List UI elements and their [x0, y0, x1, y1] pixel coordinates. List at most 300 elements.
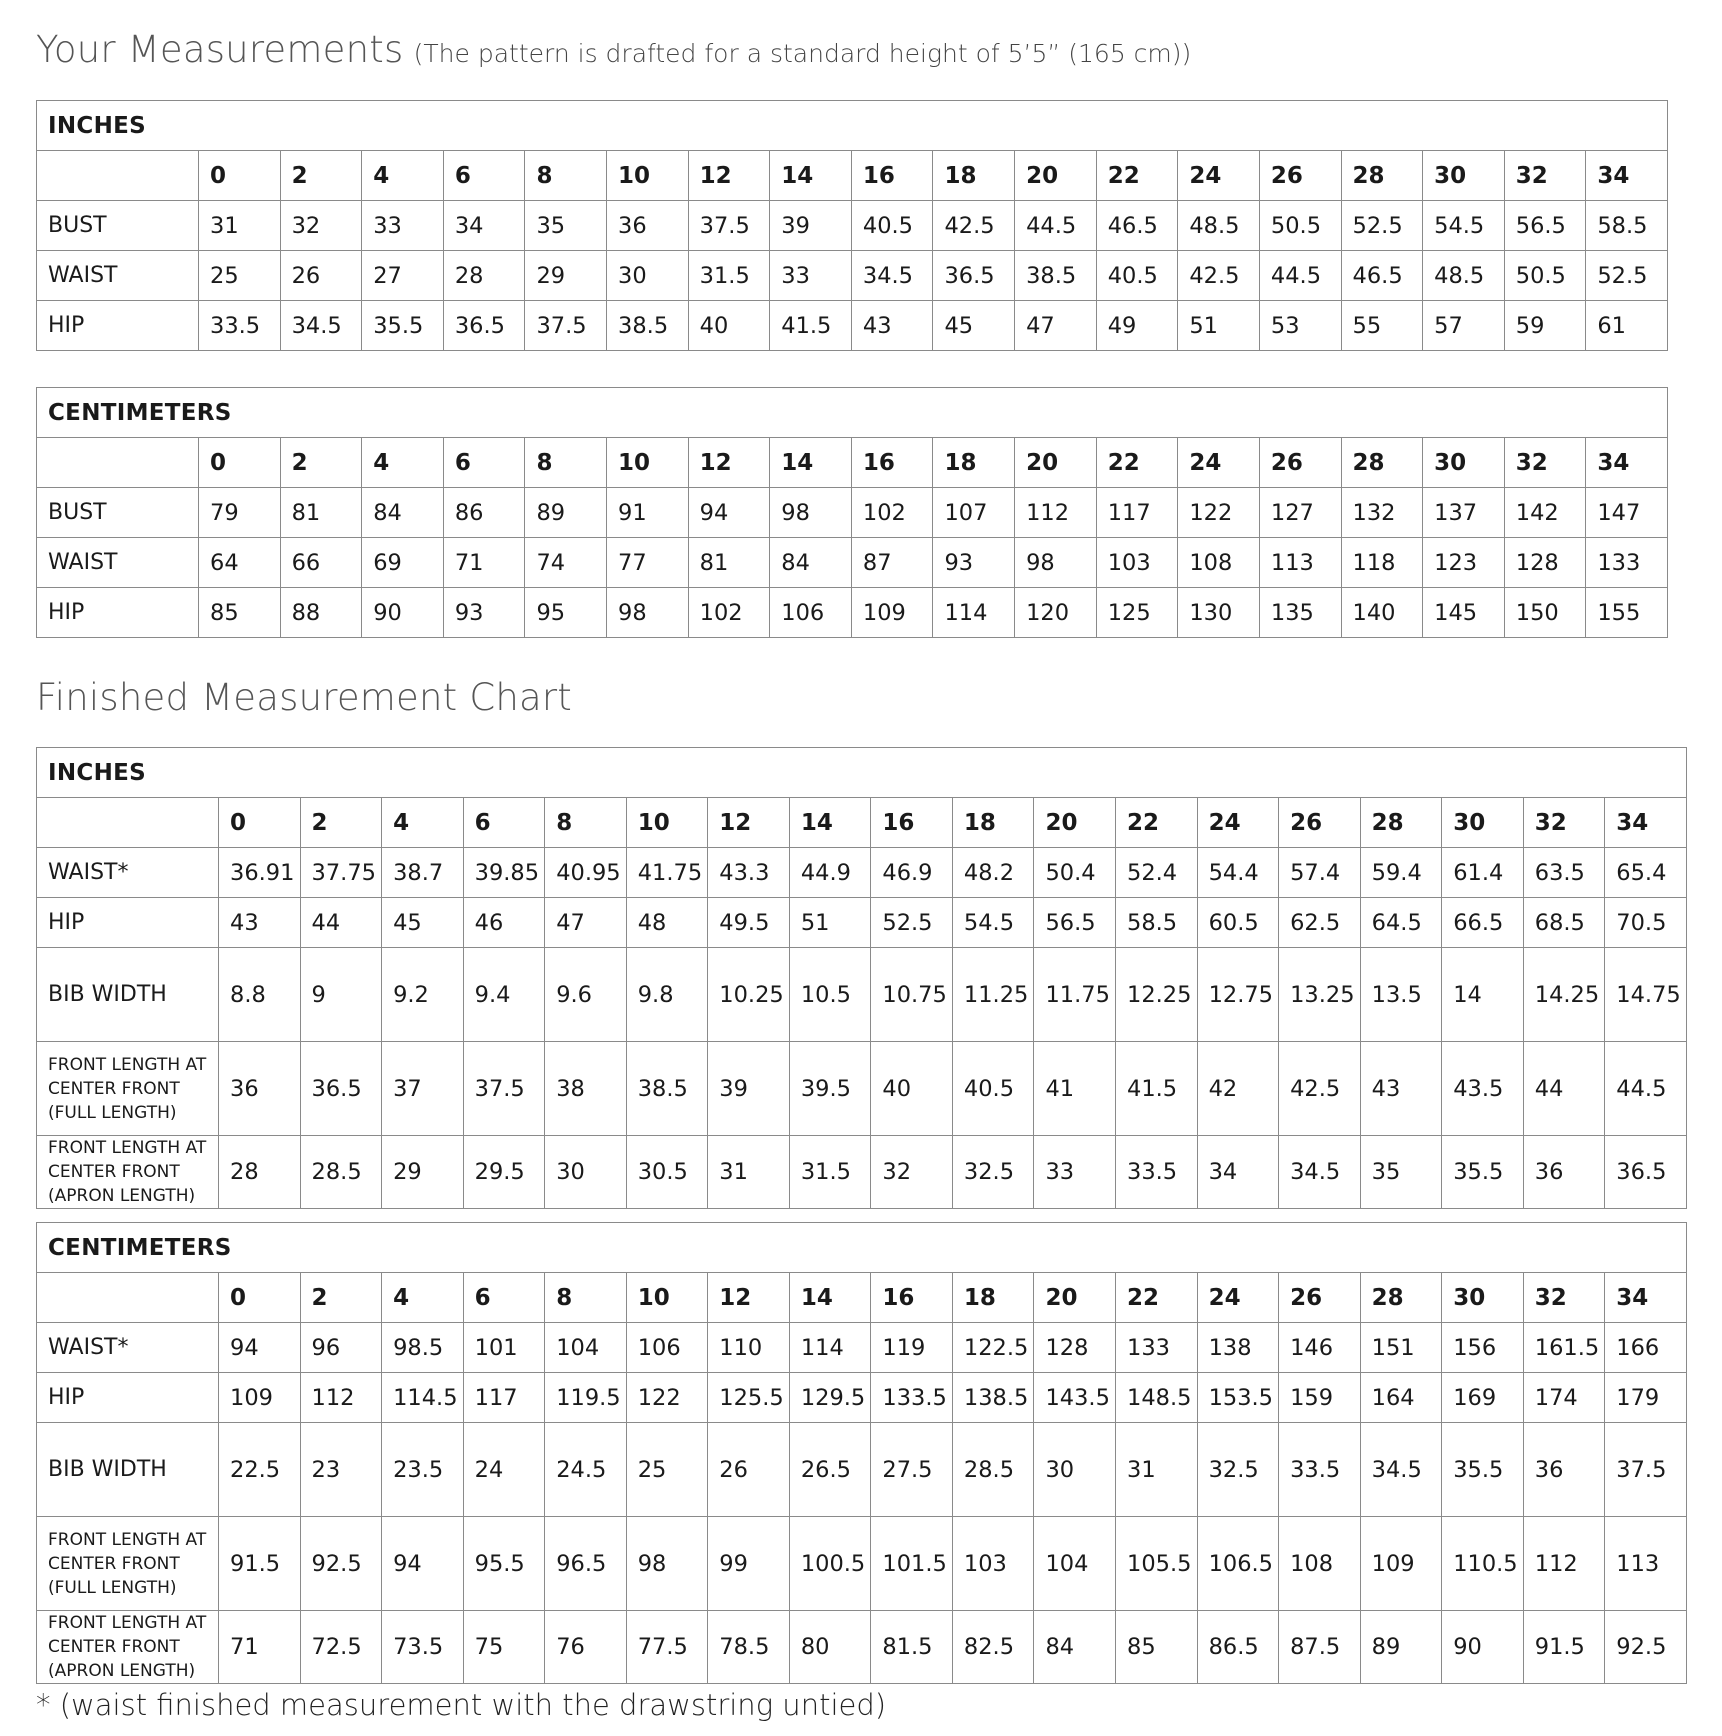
- size-header: 22: [1096, 151, 1178, 201]
- value-cell: 98.5: [382, 1323, 464, 1373]
- measurements-subtitle: (The pattern is drafted for a standard height of 5’5” (165 cm)): [413, 39, 1192, 68]
- value-cell: 127: [1259, 488, 1341, 538]
- value-cell: 31: [1116, 1423, 1198, 1517]
- table-row: [37, 538, 1668, 588]
- size-header: 2: [300, 798, 382, 848]
- value-cell: 42.5: [1279, 1042, 1361, 1136]
- size-header: 12: [688, 438, 770, 488]
- table-row: [37, 1611, 1687, 1684]
- value-cell: 41: [1034, 1042, 1116, 1136]
- value-cell: 59: [1504, 301, 1586, 351]
- size-header: 12: [708, 798, 790, 848]
- value-cell: 39: [770, 201, 852, 251]
- value-cell: 47: [1015, 301, 1097, 351]
- value-cell: 50.4: [1034, 848, 1116, 898]
- value-cell: 129.5: [789, 1373, 871, 1423]
- value-cell: 106.5: [1197, 1517, 1279, 1611]
- table-row: [37, 1042, 1687, 1136]
- value-cell: 23.5: [382, 1423, 464, 1517]
- value-cell: 64: [199, 538, 281, 588]
- size-header-row: [37, 438, 1668, 488]
- value-cell: 137: [1423, 488, 1505, 538]
- size-header: 26: [1259, 438, 1341, 488]
- size-header-row: [37, 798, 1687, 848]
- size-header: 28: [1360, 1273, 1442, 1323]
- value-cell: 82.5: [952, 1611, 1034, 1684]
- size-header: 12: [688, 151, 770, 201]
- value-cell: 27.5: [871, 1423, 953, 1517]
- value-cell: 39: [708, 1042, 790, 1136]
- value-cell: 179: [1605, 1373, 1687, 1423]
- size-header: 24: [1197, 1273, 1279, 1323]
- value-cell: 32: [871, 1136, 953, 1209]
- value-cell: 87: [851, 538, 933, 588]
- value-cell: 114: [789, 1323, 871, 1373]
- value-cell: 9.6: [545, 948, 627, 1042]
- size-header: 22: [1096, 438, 1178, 488]
- value-cell: 36.91: [219, 848, 301, 898]
- value-cell: 35: [1360, 1136, 1442, 1209]
- value-cell: 106: [770, 588, 852, 638]
- unit-label: CENTIMETERS: [37, 388, 1668, 438]
- value-cell: 92.5: [300, 1517, 382, 1611]
- measurements-title: Your Measurements: [36, 28, 404, 71]
- value-cell: 32.5: [952, 1136, 1034, 1209]
- size-header: 10: [626, 798, 708, 848]
- value-cell: 109: [851, 588, 933, 638]
- value-cell: 68.5: [1523, 898, 1605, 948]
- table-row: [37, 1323, 1687, 1373]
- value-cell: 35: [525, 201, 607, 251]
- corner-cell: [37, 438, 199, 488]
- value-cell: 60.5: [1197, 898, 1279, 948]
- table-row: [37, 201, 1668, 251]
- value-cell: 92.5: [1605, 1611, 1687, 1684]
- value-cell: 31: [199, 201, 281, 251]
- value-cell: 77: [607, 538, 689, 588]
- value-cell: 114: [933, 588, 1015, 638]
- size-header: 20: [1034, 798, 1116, 848]
- value-cell: 89: [525, 488, 607, 538]
- value-cell: 12.75: [1197, 948, 1279, 1042]
- value-cell: 86: [443, 488, 525, 538]
- value-cell: 117: [463, 1373, 545, 1423]
- value-cell: 113: [1259, 538, 1341, 588]
- value-cell: 40: [688, 301, 770, 351]
- value-cell: 36.5: [1605, 1136, 1687, 1209]
- row-label: BUST: [37, 201, 199, 251]
- size-header: 8: [545, 798, 627, 848]
- value-cell: 146: [1279, 1323, 1361, 1373]
- size-header: 34: [1605, 1273, 1687, 1323]
- row-label: FRONT LENGTH AT CENTER FRONT (APRON LENGTH): [37, 1611, 219, 1684]
- value-cell: 93: [933, 538, 1015, 588]
- size-header: 18: [933, 438, 1015, 488]
- value-cell: 122: [1178, 488, 1260, 538]
- value-cell: 84: [770, 538, 852, 588]
- value-cell: 28.5: [952, 1423, 1034, 1517]
- value-cell: 42.5: [1178, 251, 1260, 301]
- row-label: HIP: [37, 898, 219, 948]
- value-cell: 40.5: [851, 201, 933, 251]
- table-row: [37, 1136, 1687, 1209]
- value-cell: 41.75: [626, 848, 708, 898]
- value-cell: 42: [1197, 1042, 1279, 1136]
- row-label: WAIST*: [37, 848, 219, 898]
- value-cell: 91.5: [1523, 1611, 1605, 1684]
- value-cell: 100.5: [789, 1517, 871, 1611]
- value-cell: 90: [362, 588, 444, 638]
- value-cell: 44.5: [1259, 251, 1341, 301]
- value-cell: 122.5: [952, 1323, 1034, 1373]
- value-cell: 52.4: [1116, 848, 1198, 898]
- size-header: 4: [362, 438, 444, 488]
- value-cell: 31.5: [688, 251, 770, 301]
- size-header-row: [37, 151, 1668, 201]
- size-header: 16: [871, 798, 953, 848]
- value-cell: 9.4: [463, 948, 545, 1042]
- value-cell: 42.5: [933, 201, 1015, 251]
- value-cell: 24: [463, 1423, 545, 1517]
- value-cell: 112: [300, 1373, 382, 1423]
- value-cell: 98: [626, 1517, 708, 1611]
- value-cell: 46: [463, 898, 545, 948]
- table-row: [37, 898, 1687, 948]
- value-cell: 43.5: [1442, 1042, 1524, 1136]
- value-cell: 34: [1197, 1136, 1279, 1209]
- unit-label: CENTIMETERS: [37, 1223, 1687, 1273]
- value-cell: 113: [1605, 1517, 1687, 1611]
- size-header: 30: [1442, 798, 1524, 848]
- size-header: 2: [280, 438, 362, 488]
- value-cell: 24.5: [545, 1423, 627, 1517]
- value-cell: 10.75: [871, 948, 953, 1042]
- value-cell: 153.5: [1197, 1373, 1279, 1423]
- value-cell: 57.4: [1279, 848, 1361, 898]
- size-header: 20: [1015, 151, 1097, 201]
- value-cell: 110.5: [1442, 1517, 1524, 1611]
- value-cell: 14: [1442, 948, 1524, 1042]
- value-cell: 78.5: [708, 1611, 790, 1684]
- value-cell: 12.25: [1116, 948, 1198, 1042]
- value-cell: 143.5: [1034, 1373, 1116, 1423]
- value-cell: 26: [708, 1423, 790, 1517]
- size-header: 26: [1279, 1273, 1361, 1323]
- size-header: 2: [280, 151, 362, 201]
- size-header: 32: [1504, 438, 1586, 488]
- unit-label: INCHES: [37, 101, 1668, 151]
- size-header: 0: [199, 151, 281, 201]
- value-cell: 30: [607, 251, 689, 301]
- value-cell: 47: [545, 898, 627, 948]
- row-label: HIP: [37, 1373, 219, 1423]
- value-cell: 174: [1523, 1373, 1605, 1423]
- value-cell: 13.5: [1360, 948, 1442, 1042]
- value-cell: 26.5: [789, 1423, 871, 1517]
- size-header: 30: [1423, 151, 1505, 201]
- value-cell: 58.5: [1116, 898, 1198, 948]
- size-header: 16: [851, 438, 933, 488]
- value-cell: 49.5: [708, 898, 790, 948]
- value-cell: 61: [1586, 301, 1668, 351]
- size-header: 34: [1605, 798, 1687, 848]
- value-cell: 90: [1442, 1611, 1524, 1684]
- value-cell: 26: [280, 251, 362, 301]
- value-cell: 32.5: [1197, 1423, 1279, 1517]
- value-cell: 34.5: [1360, 1423, 1442, 1517]
- value-cell: 33.5: [1116, 1136, 1198, 1209]
- value-cell: 28.5: [300, 1136, 382, 1209]
- size-header: 6: [463, 1273, 545, 1323]
- value-cell: 94: [219, 1323, 301, 1373]
- table-row: [37, 848, 1687, 898]
- value-cell: 102: [688, 588, 770, 638]
- row-label: BIB WIDTH: [37, 1423, 219, 1517]
- size-header: 34: [1586, 151, 1668, 201]
- value-cell: 62.5: [1279, 898, 1361, 948]
- value-cell: 33: [770, 251, 852, 301]
- value-cell: 155: [1586, 588, 1668, 638]
- size-header: 26: [1279, 798, 1361, 848]
- value-cell: 28: [443, 251, 525, 301]
- value-cell: 148.5: [1116, 1373, 1198, 1423]
- value-cell: 94: [382, 1517, 464, 1611]
- value-cell: 65.4: [1605, 848, 1687, 898]
- value-cell: 23: [300, 1423, 382, 1517]
- value-cell: 86.5: [1197, 1611, 1279, 1684]
- value-cell: 73.5: [382, 1611, 464, 1684]
- value-cell: 10.5: [789, 948, 871, 1042]
- table-row: [37, 488, 1668, 538]
- value-cell: 35.5: [1442, 1423, 1524, 1517]
- value-cell: 35.5: [1442, 1136, 1524, 1209]
- value-cell: 36: [1523, 1423, 1605, 1517]
- value-cell: 102: [851, 488, 933, 538]
- size-header: 14: [789, 798, 871, 848]
- size-header: 26: [1259, 151, 1341, 201]
- value-cell: 41.5: [770, 301, 852, 351]
- value-cell: 29.5: [463, 1136, 545, 1209]
- unit-row: [37, 101, 1668, 151]
- size-header: 22: [1116, 1273, 1198, 1323]
- value-cell: 118: [1341, 538, 1423, 588]
- value-cell: 52.5: [1341, 201, 1423, 251]
- value-cell: 98: [770, 488, 852, 538]
- value-cell: 36.5: [933, 251, 1015, 301]
- table-row: [37, 1423, 1687, 1517]
- value-cell: 51: [789, 898, 871, 948]
- value-cell: 81: [688, 538, 770, 588]
- value-cell: 30.5: [626, 1136, 708, 1209]
- value-cell: 28: [219, 1136, 301, 1209]
- value-cell: 33.5: [1279, 1423, 1361, 1517]
- size-header: 16: [871, 1273, 953, 1323]
- value-cell: 105.5: [1116, 1517, 1198, 1611]
- value-cell: 46.5: [1341, 251, 1423, 301]
- value-cell: 13.25: [1279, 948, 1361, 1042]
- value-cell: 37.5: [1605, 1423, 1687, 1517]
- value-cell: 38.5: [607, 301, 689, 351]
- value-cell: 37.5: [463, 1042, 545, 1136]
- size-header: 10: [607, 151, 689, 201]
- value-cell: 76: [545, 1611, 627, 1684]
- value-cell: 122: [626, 1373, 708, 1423]
- row-label: BUST: [37, 488, 199, 538]
- value-cell: 87.5: [1279, 1611, 1361, 1684]
- value-cell: 35.5: [362, 301, 444, 351]
- value-cell: 11.75: [1034, 948, 1116, 1042]
- size-header: 10: [607, 438, 689, 488]
- value-cell: 27: [362, 251, 444, 301]
- size-header: 30: [1442, 1273, 1524, 1323]
- value-cell: 52.5: [871, 898, 953, 948]
- value-cell: 48.5: [1178, 201, 1260, 251]
- value-cell: 64.5: [1360, 898, 1442, 948]
- value-cell: 166: [1605, 1323, 1687, 1373]
- value-cell: 48.2: [952, 848, 1034, 898]
- value-cell: 9: [300, 948, 382, 1042]
- value-cell: 128: [1034, 1323, 1116, 1373]
- value-cell: 14.25: [1523, 948, 1605, 1042]
- value-cell: 43: [219, 898, 301, 948]
- value-cell: 133.5: [871, 1373, 953, 1423]
- finished-inches-table: [36, 747, 1687, 1209]
- value-cell: 40.5: [952, 1042, 1034, 1136]
- value-cell: 103: [952, 1517, 1034, 1611]
- value-cell: 150: [1504, 588, 1586, 638]
- value-cell: 119: [871, 1323, 953, 1373]
- unit-row: [37, 748, 1687, 798]
- value-cell: 44: [300, 898, 382, 948]
- value-cell: 138: [1197, 1323, 1279, 1373]
- value-cell: 125.5: [708, 1373, 790, 1423]
- value-cell: 70.5: [1605, 898, 1687, 948]
- value-cell: 56.5: [1034, 898, 1116, 948]
- size-header: 18: [933, 151, 1015, 201]
- value-cell: 91.5: [219, 1517, 301, 1611]
- value-cell: 85: [1116, 1611, 1198, 1684]
- size-header: 24: [1197, 798, 1279, 848]
- size-header: 22: [1116, 798, 1198, 848]
- value-cell: 38: [545, 1042, 627, 1136]
- value-cell: 44.9: [789, 848, 871, 898]
- value-cell: 59.4: [1360, 848, 1442, 898]
- value-cell: 80: [789, 1611, 871, 1684]
- value-cell: 36: [607, 201, 689, 251]
- size-header: 8: [525, 438, 607, 488]
- value-cell: 93: [443, 588, 525, 638]
- measurements-centimeters-table: [36, 387, 1668, 638]
- finished-title: Finished Measurement Chart: [36, 676, 572, 719]
- value-cell: 29: [382, 1136, 464, 1209]
- value-cell: 46.9: [871, 848, 953, 898]
- value-cell: 130: [1178, 588, 1260, 638]
- value-cell: 49: [1096, 301, 1178, 351]
- value-cell: 36: [1523, 1136, 1605, 1209]
- value-cell: 48.5: [1423, 251, 1505, 301]
- value-cell: 14.75: [1605, 948, 1687, 1042]
- size-header: 14: [789, 1273, 871, 1323]
- size-header: 6: [443, 151, 525, 201]
- value-cell: 43: [1360, 1042, 1442, 1136]
- value-cell: 128: [1504, 538, 1586, 588]
- value-cell: 31: [708, 1136, 790, 1209]
- value-cell: 34.5: [851, 251, 933, 301]
- value-cell: 32: [280, 201, 362, 251]
- value-cell: 29: [525, 251, 607, 301]
- measurements-inches-table: [36, 100, 1668, 351]
- value-cell: 69: [362, 538, 444, 588]
- size-header: 4: [382, 1273, 464, 1323]
- value-cell: 46.5: [1096, 201, 1178, 251]
- value-cell: 81.5: [871, 1611, 953, 1684]
- size-header: 20: [1015, 438, 1097, 488]
- unit-label: INCHES: [37, 748, 1687, 798]
- size-header: 0: [219, 798, 301, 848]
- value-cell: 99: [708, 1517, 790, 1611]
- value-cell: 57: [1423, 301, 1505, 351]
- value-cell: 108: [1178, 538, 1260, 588]
- value-cell: 36: [219, 1042, 301, 1136]
- row-label: HIP: [37, 588, 199, 638]
- value-cell: 112: [1523, 1517, 1605, 1611]
- value-cell: 61.4: [1442, 848, 1524, 898]
- row-label: WAIST: [37, 251, 199, 301]
- value-cell: 54.4: [1197, 848, 1279, 898]
- value-cell: 66.5: [1442, 898, 1524, 948]
- value-cell: 63.5: [1523, 848, 1605, 898]
- table-row: [37, 1373, 1687, 1423]
- row-label: BIB WIDTH: [37, 948, 219, 1042]
- unit-row: [37, 388, 1668, 438]
- value-cell: 45: [933, 301, 1015, 351]
- value-cell: 53: [1259, 301, 1341, 351]
- value-cell: 89: [1360, 1611, 1442, 1684]
- corner-cell: [37, 798, 219, 848]
- value-cell: 107: [933, 488, 1015, 538]
- value-cell: 98: [607, 588, 689, 638]
- size-header: 24: [1178, 438, 1260, 488]
- finished-centimeters-table: [36, 1222, 1687, 1684]
- value-cell: 44.5: [1015, 201, 1097, 251]
- size-header: 8: [545, 1273, 627, 1323]
- size-header: 32: [1504, 151, 1586, 201]
- value-cell: 33: [362, 201, 444, 251]
- value-cell: 88: [280, 588, 362, 638]
- value-cell: 110: [708, 1323, 790, 1373]
- value-cell: 156: [1442, 1323, 1524, 1373]
- value-cell: 96: [300, 1323, 382, 1373]
- table-row: [37, 251, 1668, 301]
- size-header: 28: [1341, 151, 1423, 201]
- value-cell: 109: [219, 1373, 301, 1423]
- value-cell: 133: [1586, 538, 1668, 588]
- value-cell: 39.5: [789, 1042, 871, 1136]
- table-row: [37, 1517, 1687, 1611]
- value-cell: 56.5: [1504, 201, 1586, 251]
- size-header: 24: [1178, 151, 1260, 201]
- value-cell: 54.5: [952, 898, 1034, 948]
- value-cell: 112: [1015, 488, 1097, 538]
- value-cell: 9.8: [626, 948, 708, 1042]
- value-cell: 58.5: [1586, 201, 1668, 251]
- value-cell: 114.5: [382, 1373, 464, 1423]
- row-label: FRONT LENGTH AT CENTER FRONT (APRON LENGTH): [37, 1136, 219, 1209]
- value-cell: 40.95: [545, 848, 627, 898]
- value-cell: 140: [1341, 588, 1423, 638]
- measurements-heading: [36, 28, 1191, 71]
- value-cell: 10.25: [708, 948, 790, 1042]
